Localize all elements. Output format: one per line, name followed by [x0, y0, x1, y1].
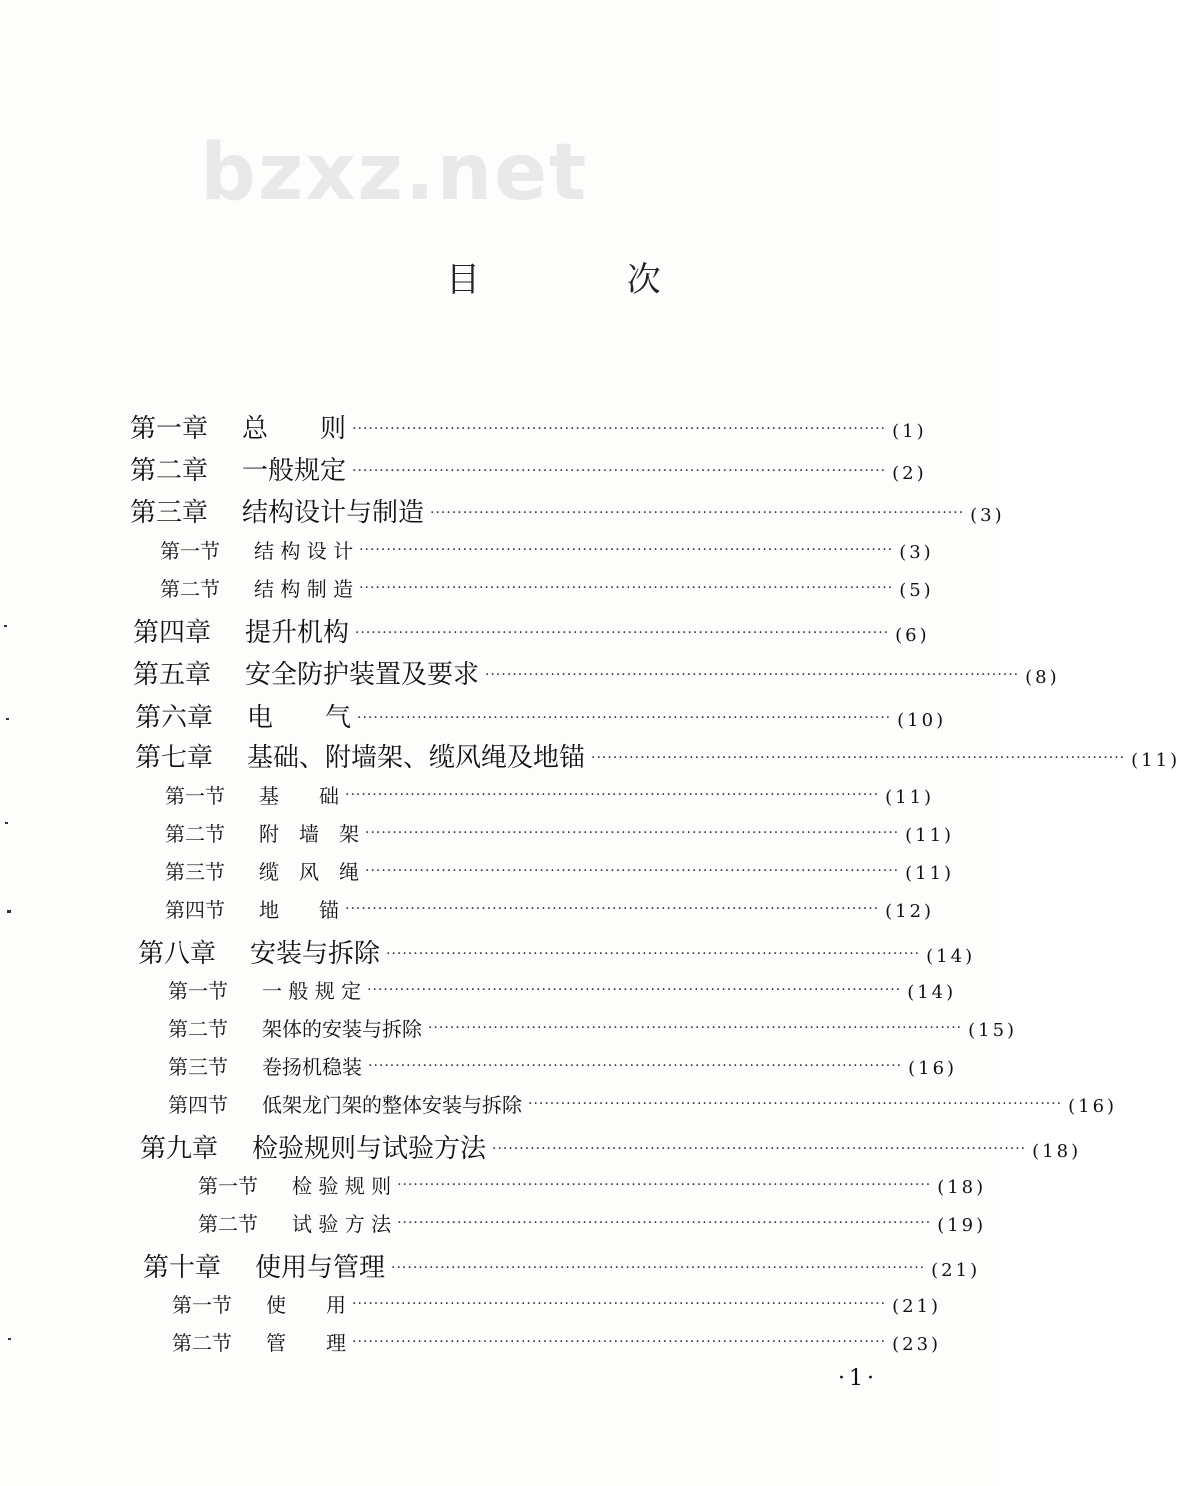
- watermark: bzxz.net: [200, 128, 589, 218]
- toc-page-number: (11): [1131, 750, 1180, 771]
- toc-leader-dots: ··································································································: [352, 421, 887, 437]
- toc-leader-dots: ··································································································: [397, 1177, 932, 1193]
- toc-title: 卷扬机稳装: [262, 1055, 362, 1079]
- toc-label: 第四节: [165, 898, 225, 922]
- toc-label: 第一节: [160, 539, 220, 563]
- toc-section-7-4[interactable]: [165, 894, 935, 923]
- toc-page-number: (10): [897, 710, 947, 731]
- toc-page-number: (21): [931, 1260, 981, 1281]
- toc-page-number: (16): [908, 1058, 958, 1079]
- toc-label: 第四节: [168, 1093, 228, 1117]
- toc-title: 检 验 规 则: [292, 1174, 392, 1198]
- toc-label: 第一节: [198, 1174, 258, 1198]
- toc-leader-dots: ··································································································: [359, 542, 894, 558]
- toc-leader-dots: ··································································································: [391, 1260, 926, 1276]
- toc-label: 第五章: [133, 660, 212, 690]
- toc-leader-dots: ··································································································: [352, 463, 887, 479]
- toc-leader-dots: ··································································································: [345, 901, 880, 917]
- toc-label: 第二节: [168, 1017, 228, 1041]
- toc-title: 地 锚: [259, 898, 339, 922]
- toc-leader-dots: ··································································································: [386, 946, 921, 962]
- toc-label: 第一节: [165, 784, 225, 808]
- toc-leader-dots: ··································································································: [485, 667, 1020, 683]
- toc-page-number: (3): [899, 542, 934, 563]
- scan-speck: [7, 910, 11, 913]
- toc-page-number: (21): [892, 1296, 942, 1317]
- toc-section-9-2[interactable]: [198, 1208, 987, 1237]
- toc-title: 基 础: [259, 784, 339, 808]
- toc-label: 第八章: [138, 939, 217, 969]
- toc-title: 检验规则与试验方法: [252, 1134, 487, 1164]
- toc-title: 结构设计与制造: [242, 498, 425, 528]
- toc-title: 总 则: [242, 414, 347, 444]
- toc-page-number: (14): [926, 946, 976, 967]
- toc-title: 电 气: [247, 703, 352, 733]
- toc-label: 第四章: [133, 618, 212, 648]
- toc-section-7-2[interactable]: [165, 818, 955, 847]
- toc-page-number: (16): [1068, 1096, 1118, 1117]
- toc-leader-dots: ··································································································: [591, 750, 1126, 766]
- toc-title: 使用与管理: [255, 1253, 386, 1283]
- toc-section-3-1[interactable]: [160, 535, 934, 564]
- toc-chapter-3[interactable]: [130, 492, 1005, 529]
- toc-page-number: (5): [899, 580, 934, 601]
- toc-section-8-4[interactable]: [168, 1089, 1118, 1118]
- toc-label: 第三节: [168, 1055, 228, 1079]
- toc-chapter-2[interactable]: [130, 450, 927, 487]
- toc-label: 第二节: [160, 577, 220, 601]
- toc-page-number: (6): [895, 625, 930, 646]
- scan-speck: [5, 822, 8, 824]
- toc-label: 第二节: [172, 1331, 232, 1355]
- toc-chapter-4[interactable]: [133, 612, 930, 649]
- toc-page-number: (15): [968, 1020, 1018, 1041]
- toc-label: 第十章: [143, 1253, 222, 1283]
- toc-page-number: (1): [892, 421, 927, 442]
- toc-section-8-2[interactable]: [168, 1013, 1018, 1042]
- toc-title: 基础、附墙架、缆风绳及地锚: [247, 743, 586, 773]
- toc-label: 第一节: [168, 979, 228, 1003]
- toc-leader-dots: ··································································································: [428, 1020, 963, 1036]
- toc-section-7-1[interactable]: [165, 780, 935, 809]
- toc-leader-dots: ··································································································: [345, 787, 880, 803]
- toc-chapter-1[interactable]: [130, 408, 927, 445]
- toc-leader-dots: ··································································································: [365, 825, 900, 841]
- toc-title: 使 用: [266, 1293, 346, 1317]
- toc-leader-dots: ··································································································: [357, 710, 892, 726]
- toc-page-number: (11): [905, 863, 955, 884]
- toc-section-8-3[interactable]: [168, 1051, 958, 1080]
- scan-speck: [4, 625, 7, 627]
- toc-page-number: (3): [970, 505, 1005, 526]
- toc-title: 提升机构: [245, 618, 350, 648]
- toc-section-10-2[interactable]: [172, 1327, 942, 1356]
- toc-title: 一 般 规 定: [262, 979, 362, 1003]
- toc-label: 第二章: [130, 456, 209, 486]
- toc-label: 第三章: [130, 498, 209, 528]
- toc-page-number: (11): [905, 825, 955, 846]
- toc-leader-dots: ··································································································: [430, 505, 965, 521]
- scan-speck: [6, 718, 9, 720]
- toc-section-10-1[interactable]: [172, 1289, 942, 1318]
- toc-page-number: (8): [1025, 667, 1060, 688]
- toc-section-8-1[interactable]: [168, 975, 957, 1004]
- toc-chapter-8[interactable]: [138, 933, 976, 970]
- toc-label: 第一节: [172, 1293, 232, 1317]
- toc-title: 低架龙门架的整体安装与拆除: [262, 1093, 522, 1117]
- toc-label: 第六章: [135, 703, 214, 733]
- toc-label: 第二节: [198, 1212, 258, 1236]
- toc-label: 第三节: [165, 860, 225, 884]
- toc-page-number: (18): [937, 1177, 987, 1198]
- toc-title: 架体的安装与拆除: [262, 1017, 422, 1041]
- toc-page-number: (2): [892, 463, 927, 484]
- toc-section-3-2[interactable]: [160, 573, 934, 602]
- toc-chapter-9[interactable]: [140, 1128, 1082, 1165]
- toc-label: 第二节: [165, 822, 225, 846]
- toc-leader-dots: ··································································································: [397, 1215, 932, 1231]
- toc-title: 一般规定: [242, 456, 347, 486]
- toc-leader-dots: ··································································································: [359, 580, 894, 596]
- toc-label: 第一章: [130, 414, 209, 444]
- toc-chapter-6[interactable]: [135, 697, 947, 734]
- toc-page-number: (18): [1032, 1141, 1082, 1162]
- toc-title: 结 构 制 造: [254, 577, 354, 601]
- toc-leader-dots: ··································································································: [365, 863, 900, 879]
- toc-page-number: (19): [937, 1215, 987, 1236]
- toc-title: 附 墙 架: [259, 822, 359, 846]
- page-title: 目 次: [446, 260, 729, 300]
- toc-title: 缆 风 绳: [259, 860, 359, 884]
- toc-title: 管 理: [266, 1331, 346, 1355]
- toc-leader-dots: ··································································································: [492, 1141, 1027, 1157]
- toc-chapter-7[interactable]: [135, 737, 1180, 774]
- toc-leader-dots: ··································································································: [367, 982, 902, 998]
- toc-title: 试 验 方 法: [292, 1212, 392, 1236]
- page-number-footer: ·1·: [838, 1366, 878, 1391]
- toc-leader-dots: ··································································································: [368, 1058, 903, 1074]
- toc-leader-dots: ··································································································: [352, 1334, 887, 1350]
- toc-leader-dots: ··································································································: [352, 1296, 887, 1312]
- toc-section-7-3[interactable]: [165, 856, 955, 885]
- toc-label: 第七章: [135, 743, 214, 773]
- toc-section-9-1[interactable]: [198, 1170, 987, 1199]
- toc-leader-dots: ··································································································: [355, 625, 890, 641]
- toc-chapter-5[interactable]: [133, 654, 1060, 691]
- toc-page-number: (11): [885, 787, 935, 808]
- toc-leader-dots: ··································································································: [528, 1096, 1063, 1112]
- toc-title: 安全防护装置及要求: [245, 660, 480, 690]
- scan-speck: [8, 1338, 11, 1340]
- toc-label: 第九章: [140, 1134, 219, 1164]
- toc-page-number: (14): [907, 982, 957, 1003]
- toc-page-number: (23): [892, 1334, 942, 1355]
- toc-chapter-10[interactable]: [143, 1247, 981, 1284]
- toc-page-number: (12): [885, 901, 935, 922]
- toc-title: 安装与拆除: [250, 939, 381, 969]
- toc-title: 结 构 设 计: [254, 539, 354, 563]
